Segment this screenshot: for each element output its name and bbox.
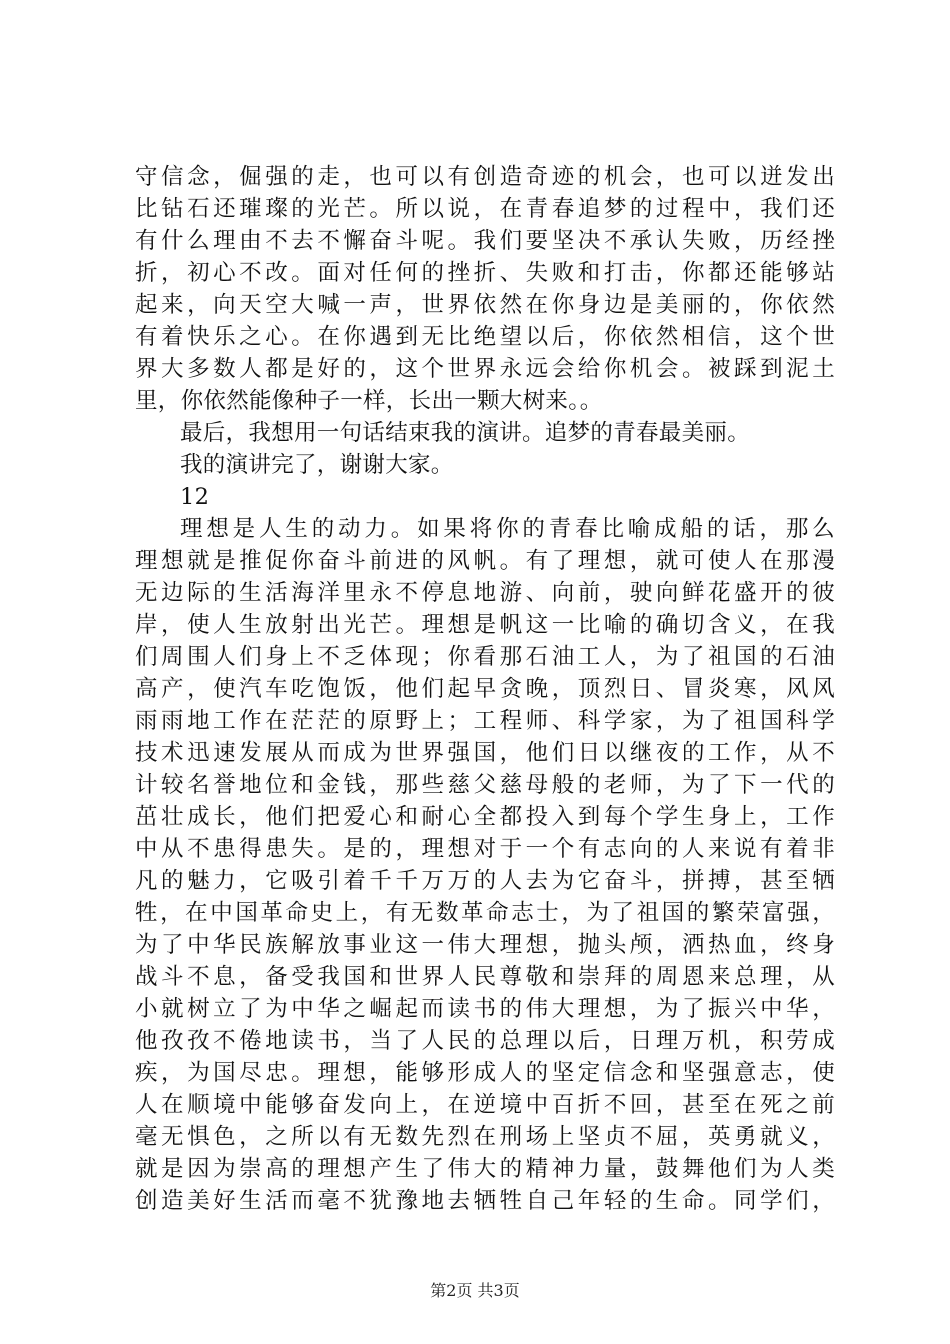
text-line: 有什么理由不去不懈奋斗呢。我们要坚决不承认失败，历经挫 <box>135 228 835 254</box>
text-line: 最后，我想用一句话结束我的演讲。追梦的青春最美丽。 <box>180 420 751 446</box>
text-line: 里，你依然能像种子一样，长出一颗大树来。。 <box>135 388 603 414</box>
text-line: 他孜孜不倦地读书，当了人民的总理以后，日理万机，积劳成 <box>135 1028 835 1054</box>
text-line: 战斗不息，备受我国和世界人民尊敬和崇拜的周恩来总理，从 <box>135 964 835 990</box>
text-line: 技术迅速发展从而成为世界强国，他们日以继夜的工作，从不 <box>135 740 835 766</box>
page-footer: 第2页 共3页 <box>430 1281 520 1300</box>
text-line: 理想就是推促你奋斗前进的风帆。有了理想，就可使人在那漫 <box>135 548 835 574</box>
text-line: 中从不患得患失。是的，理想对于一个有志向的人来说有着非 <box>135 836 835 862</box>
text-line: 就是因为崇高的理想产生了伟大的精神力量，鼓舞他们为人类 <box>135 1156 835 1182</box>
text-line: 高产，使汽车吃饱饭，他们起早贪晚，顶烈日、冒炎寒，风风 <box>135 676 835 702</box>
section-number: 12 <box>180 484 210 510</box>
text-line: 创造美好生活而毫不犹豫地去牺牲自己年轻的生命。同学们， <box>135 1188 835 1214</box>
text-line: 岸，使人生放射出光芒。理想是帆这一比喻的确切含义，在我 <box>135 612 835 638</box>
text-line: 牲，在中国革命史上，有无数革命志士，为了祖国的繁荣富强， <box>135 900 835 926</box>
text-line: 我的演讲完了，谢谢大家。 <box>180 452 454 478</box>
text-line: 凡的魅力，它吸引着千千万万的人去为它奋斗，拼搏，甚至牺 <box>135 868 835 894</box>
text-line: 折，初心不改。面对任何的挫折、失败和打击，你都还能够站 <box>135 260 835 286</box>
text-line: 无边际的生活海洋里永不停息地游、向前，驶向鲜花盛开的彼 <box>135 580 835 606</box>
text-line: 疾，为国尽忠。理想，能够形成人的坚定信念和坚强意志，使 <box>135 1060 835 1086</box>
document-body <box>135 161 835 1217</box>
text-line: 们周围人们身上不乏体现；你看那石油工人，为了祖国的石油 <box>135 644 835 670</box>
text-line: 有着快乐之心。在你遇到无比绝望以后，你依然相信，这个世 <box>135 324 835 350</box>
text-line: 小就树立了为中华之崛起而读书的伟大理想，为了振兴中华， <box>135 996 835 1022</box>
text-line: 起来，向天空大喊一声，世界依然在你身边是美丽的，你依然 <box>135 292 835 318</box>
text-line: 毫无惧色，之所以有无数先烈在刑场上坚贞不屈，英勇就义， <box>135 1124 835 1150</box>
text-line: 守信念，倔强的走，也可以有创造奇迹的机会，也可以迸发出 <box>135 164 835 190</box>
text-line: 人在顺境中能够奋发向上，在逆境中百折不回，甚至在死之前 <box>135 1092 835 1118</box>
text-line: 茁壮成长，他们把爱心和耐心全都投入到每个学生身上，工作 <box>135 804 835 830</box>
text-line: 雨雨地工作在茫茫的原野上；工程师、科学家，为了祖国科学 <box>135 708 835 734</box>
text-line: 为了中华民族解放事业这一伟大理想，抛头颅，洒热血，终身 <box>135 932 835 958</box>
text-line: 计较名誉地位和金钱，那些慈父慈母般的老师，为了下一代的 <box>135 772 835 798</box>
text-line: 比钻石还璀璨的光芒。所以说，在青春追梦的过程中，我们还 <box>135 196 835 222</box>
text-line: 界大多数人都是好的，这个世界永远会给你机会。被踩到泥土 <box>135 356 835 382</box>
text-line: 理想是人生的动力。如果将你的青春比喻成船的话，那么 <box>180 516 835 542</box>
